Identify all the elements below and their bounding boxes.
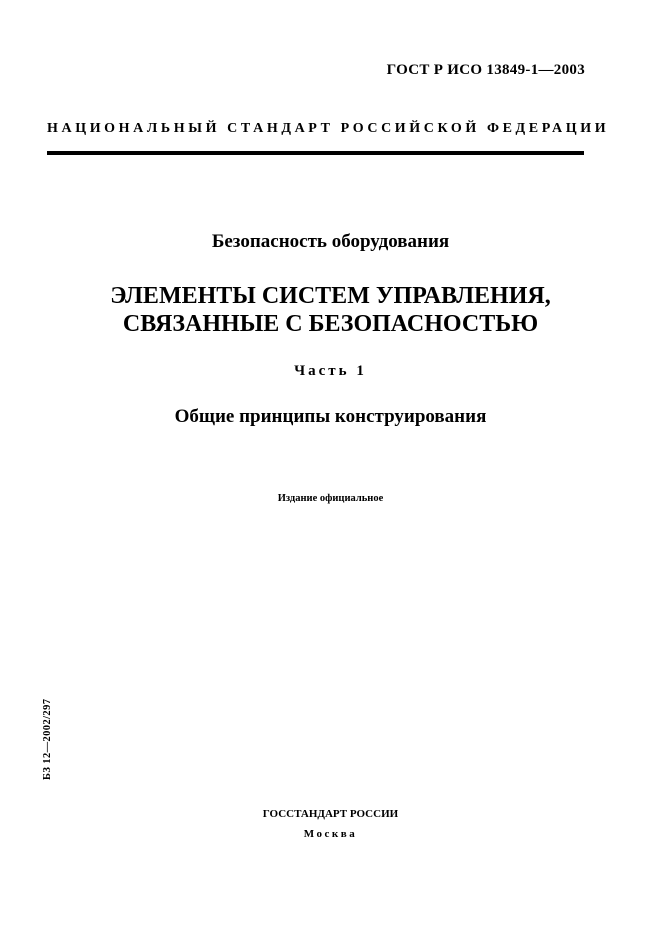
national-standard-header: НАЦИОНАЛЬНЫЙ СТАНДАРТ РОССИЙСКОЙ ФЕДЕРАЦИИ: [47, 121, 610, 136]
publication-city: Москва: [303, 828, 358, 840]
series-title: Безопасность оборудования: [211, 231, 450, 252]
publisher-name: ГОССТАНДАРТ РОССИИ: [262, 808, 399, 820]
part-label: Часть 1: [294, 363, 367, 379]
side-registration-code: БЗ 12—2002/297: [42, 698, 53, 780]
main-title: [0, 282, 661, 338]
header-divider: [47, 151, 584, 155]
document-number: ГОСТ Р ИСО 13849-1—2003: [386, 62, 585, 78]
edition-note: Издание официальное: [277, 493, 384, 504]
part-title: Общие принципы конструирования: [174, 406, 487, 427]
main-title-line-1: ЭЛЕМЕНТЫ СИСТЕМ УПРАВЛЕНИЯ,: [110, 283, 551, 309]
main-title-line-2: СВЯЗАННЫЕ С БЕЗОПАСНОСТЬЮ: [122, 311, 539, 337]
